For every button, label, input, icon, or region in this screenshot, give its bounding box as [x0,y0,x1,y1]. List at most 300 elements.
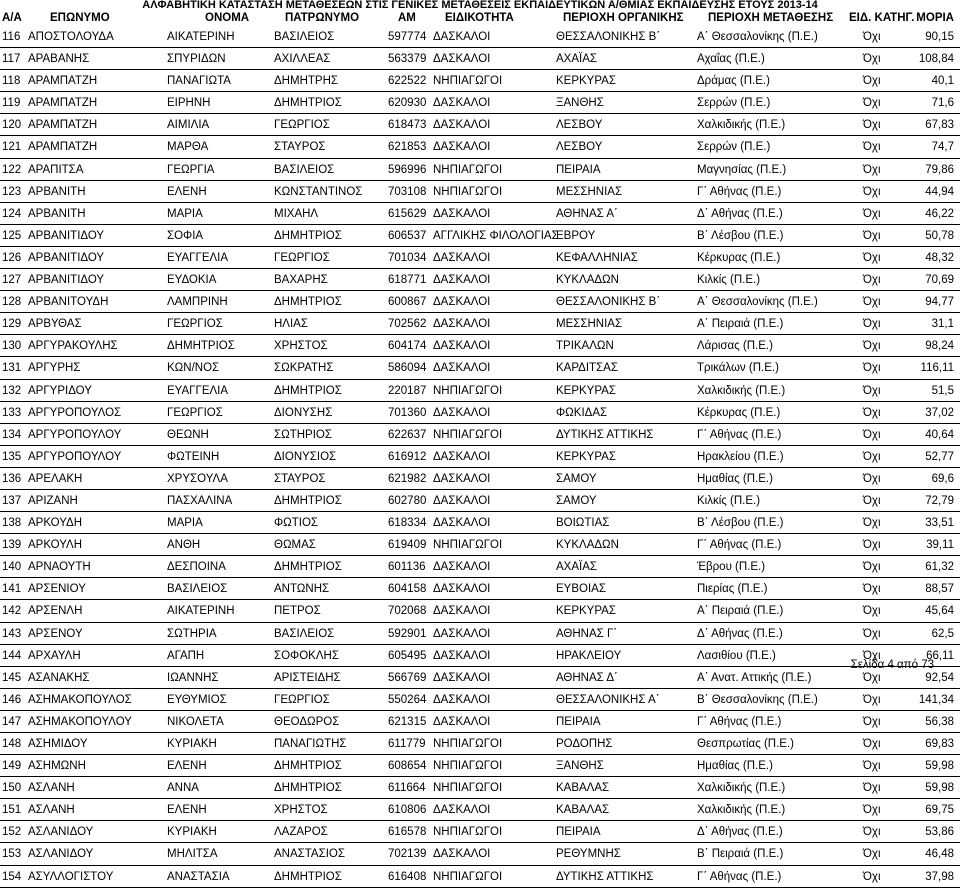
cell-perioxi-metathesis: Θεσπρωτίας (Π.Ε.) [697,738,794,750]
cell-am: 592901 [388,627,427,640]
cell-eid-kathg: Όχι [863,318,881,331]
cell-am: 702139 [388,848,427,861]
cell-perioxi-metathesis: Δράμας (Π.Ε.) [697,75,770,88]
cell-moria: 88,57 [925,583,954,596]
cell-aa: 134 [2,428,22,441]
cell-eid-kathg: Όχι [863,207,881,220]
cell-perioxi-metathesis: Α΄ Θεσσαλονίκης (Π.Ε.) [697,31,818,43]
cell-eid-kathg: Όχι [863,627,881,640]
cell-eidikotita: ΔΑΣΚΑΛΟΙ [433,671,491,684]
cell-aa: 143 [2,627,22,640]
cell-aa: 154 [2,870,22,883]
cell-perioxi-metathesis: Χαλκιδικής (Π.Ε.) [697,384,786,397]
cell-eidikotita: ΔΑΣΚΑΛΟΙ [433,605,491,618]
cell-eponymo: ΑΡΒΑΝΙΤΙΔΟΥ [28,274,105,287]
cell-eponymo: ΑΡΣΕΝΟΥ [28,627,83,640]
cell-moria: 40,64 [925,428,954,441]
cell-eponymo: ΑΡΓΥΡΟΠΟΥΛΟΥ [28,450,122,463]
cell-perioxi-organikis: ΤΡΙΚΑΛΩΝ [556,340,614,353]
cell-perioxi-organikis: ΚΑΡΔΙΤΣΑΣ [556,362,618,375]
table-row [0,203,960,225]
table-row [0,402,960,424]
cell-am: 611779 [388,738,426,750]
cell-aa: 148 [2,738,22,750]
table-row [0,247,960,269]
cell-perioxi-metathesis: Λάρισας (Π.Ε.) [697,340,773,353]
table-row [0,512,960,534]
cell-eponymo: ΑΣΗΜΩΝΗ [28,760,86,773]
cell-perioxi-organikis: ΑΧΑΪΑΣ [556,53,597,66]
cell-perioxi-organikis: ΑΘΗΝΑΣ Γ΄ [556,627,618,640]
cell-patronymo: ΔΗΜΗΤΡΗΣ [274,75,338,88]
cell-patronymo: ΔΗΜΗΤΡΙΟΣ [274,296,342,309]
cell-onoma: ΓΕΩΡΓΙΟΣ [167,318,223,331]
cell-eidikotita: ΔΑΣΚΑΛΟΙ [433,715,491,728]
cell-eid-kathg: Όχι [863,362,881,375]
cell-eidikotita: ΔΑΣΚΑΛΟΙ [433,141,491,154]
cell-eidikotita: ΔΑΣΚΑΛΟΙ [433,31,491,43]
table-row [0,313,960,335]
cell-am: 616408 [388,870,427,883]
cell-perioxi-organikis: ΡΕΘΥΜΝΗΣ [556,848,621,861]
cell-am: 605495 [388,649,427,662]
cell-patronymo: ΓΕΩΡΓΙΟΣ [274,251,330,264]
cell-eid-kathg: Όχι [863,517,881,530]
cell-perioxi-metathesis: Σερρών (Π.Ε.) [697,97,771,110]
cell-eidikotita: ΝΗΠΙΑΓΩΓΟΙ [433,738,503,750]
cell-moria: 45,64 [925,605,954,618]
cell-eponymo: ΑΡΚΟΥΛΗ [28,539,83,552]
cell-moria: 108,84 [918,53,954,66]
cell-patronymo: ΘΩΜΑΣ [274,539,316,552]
cell-moria: 59,98 [925,760,954,773]
cell-eid-kathg: Όχι [863,583,881,596]
cell-onoma: ΣΩΤΗΡΙΑ [167,627,217,640]
cell-eidikotita: ΔΑΣΚΑΛΟΙ [433,450,491,463]
cell-perioxi-metathesis: Ημαθίας (Π.Ε.) [697,472,773,485]
cell-patronymo: ΔΗΜΗΤΡΙΟΣ [274,494,342,507]
cell-eponymo: ΑΣΥΛΛΟΓΙΣΤΟΥ [28,870,114,883]
cell-am: 616578 [388,826,427,839]
cell-moria: 69,83 [925,738,954,750]
cell-perioxi-organikis: ΑΧΑΪΑΣ [556,561,597,574]
cell-eid-kathg: Όχι [863,671,881,684]
header-eidikotita: ΕΙΔΙΚΟΤΗΤΑ [445,12,514,24]
cell-perioxi-metathesis: Β΄ Λέσβου (Π.Ε.) [697,229,784,242]
table-row [0,70,960,92]
cell-onoma: ΠΑΝΑΓΙΩΤΑ [167,75,231,88]
cell-patronymo: ΦΩΤΙΟΣ [274,517,319,530]
cell-onoma: ΠΑΣΧΑΛΙΝΑ [167,494,233,507]
cell-moria: 92,54 [925,671,954,684]
table-row [0,578,960,600]
cell-eponymo: ΑΣΑΝΑΚΗΣ [28,671,90,684]
cell-am: 701034 [388,251,427,264]
cell-eponymo: ΑΡΓΥΡΟΠΟΥΛΟΣ [28,406,122,419]
document-title: ΑΛΦΑΒΗΤΙΚΗ ΚΑΤΑΣΤΑΣΗ ΜΕΤΑΘΕΣΕΩΝ ΣΤΙΣ ΓΕΝΙΚΕΣ ΜΕΤΑΘΕΣΕΙΣ ΕΚΠΑΙΔΕΥΤΙΚΩΝ Α/ΘΜΙΑΣ ΕΚΠΑΙΔΕΥΣΗΣ ΕΤΟΥΣ 2013-14 [142,0,818,10]
cell-eid-kathg: Όχι [863,340,881,353]
cell-perioxi-metathesis: Μαγνησίας (Π.Ε.) [697,163,787,176]
cell-eponymo: ΑΡΒΥΘΑΣ [28,318,82,331]
cell-eponymo: ΑΡΑΜΠΑΤΖΗ [28,97,98,110]
cell-eid-kathg: Όχι [863,472,881,485]
cell-patronymo: ΧΡΗΣΤΟΣ [274,804,328,817]
cell-eidikotita: ΔΑΣΚΑΛΟΙ [433,583,491,596]
cell-onoma: ΑΙΚΑΤΕΡΙΝΗ [167,31,235,43]
cell-am: 701360 [388,406,427,419]
cell-aa: 129 [2,318,22,331]
cell-onoma: ΓΕΩΡΓΙΑ [167,163,215,176]
cell-eidikotita: ΔΑΣΚΑΛΟΙ [433,848,491,861]
cell-am: 618473 [388,119,427,132]
cell-eid-kathg: Όχι [863,738,881,750]
cell-patronymo: ΔΗΜΗΤΡΙΟΣ [274,870,342,883]
cell-patronymo: ΠΑΝΑΓΙΩΤΗΣ [274,738,347,750]
cell-moria: 56,38 [925,715,954,728]
cell-eponymo: ΑΠΟΣΤΟΛΟΥΔΑ [28,31,114,43]
cell-am: 563379 [388,53,427,66]
cell-am: 702562 [388,318,427,331]
table-row [0,534,960,556]
cell-am: 616912 [388,450,427,463]
cell-am: 550264 [388,693,427,706]
cell-patronymo: ΚΩΝΣΤΑΝΤΙΝΟΣ [274,185,363,198]
table-row [0,181,960,203]
table-row [0,623,960,645]
table-row [0,92,960,114]
cell-eponymo: ΑΡΓΥΡΑΚΟΥΛΗΣ [28,340,118,353]
cell-eid-kathg: Όχι [863,229,881,242]
cell-am: 615629 [388,207,427,220]
cell-perioxi-metathesis: Γ΄ Αθήνας (Π.Ε.) [697,715,782,728]
cell-moria: 116,11 [920,362,954,375]
cell-moria: 33,51 [925,517,954,530]
cell-aa: 137 [2,494,22,507]
header-eponymo: ΕΠΩΝΥΜΟ [50,12,110,24]
cell-am: 602780 [388,494,427,507]
cell-eponymo: ΑΡΓΥΡΙΔΟΥ [28,384,92,397]
cell-am: 621982 [388,472,427,485]
cell-moria: 46,22 [925,207,954,220]
table-row [0,645,960,667]
cell-onoma: ΘΕΩΝΗ [167,428,209,441]
cell-eid-kathg: Όχι [863,251,881,264]
cell-onoma: ΣΟΦΙΑ [167,229,204,242]
cell-onoma: ΜΑΡΙΑ [167,517,203,530]
cell-patronymo: ΔΗΜΗΤΡΙΟΣ [274,229,342,242]
cell-onoma: ΑΙΚΑΤΕΡΙΝΗ [167,605,235,618]
cell-eidikotita: ΔΑΣΚΑΛΟΙ [433,362,491,375]
table-row [0,468,960,490]
cell-perioxi-metathesis: Αχαΐας (Π.Ε.) [697,53,765,66]
cell-moria: 31,1 [931,318,954,331]
cell-onoma: ΑΝΝΑ [167,782,199,795]
cell-perioxi-organikis: ΗΡΑΚΛΕΙΟΥ [556,649,622,662]
cell-eponymo: ΑΡΙΖΑΝΗ [28,494,78,507]
cell-patronymo: ΒΑΣΙΛΕΙΟΣ [274,627,335,640]
cell-moria: 98,24 [925,340,954,353]
cell-eidikotita: ΔΑΣΚΑΛΟΙ [433,649,491,662]
cell-eponymo: ΑΣΗΜΙΔΟΥ [28,738,88,750]
cell-eponymo: ΑΡΑΜΠΑΤΖΗ [28,141,98,154]
cell-patronymo: ΘΕΟΔΩΡΟΣ [274,715,340,728]
cell-eponymo: ΑΡΧΑΥΛΗ [28,649,81,662]
cell-perioxi-organikis: ΚΕΡΚΥΡΑΣ [556,384,616,397]
cell-eponymo: ΑΡΚΟΥΔΗ [28,517,83,530]
table-row [0,114,960,136]
cell-onoma: ΛΑΜΠΡΙΝΗ [167,296,228,309]
cell-aa: 127 [2,274,22,287]
cell-eidikotita: ΔΑΣΚΑΛΟΙ [433,517,491,530]
cell-eidikotita: ΔΑΣΚΑΛΟΙ [433,119,491,132]
cell-am: 596996 [388,163,427,176]
table-row [0,556,960,578]
cell-eponymo: ΑΡΒΑΝΙΤΗ [28,185,86,198]
cell-eid-kathg: Όχι [863,119,881,132]
cell-perioxi-metathesis: Γ΄ Αθήνας (Π.Ε.) [697,870,782,883]
cell-perioxi-organikis: ΞΑΝΘΗΣ [556,97,604,110]
cell-patronymo: ΔΗΜΗΤΡΙΟΣ [274,561,342,574]
cell-onoma: ΑΝΘΗ [167,539,201,552]
cell-perioxi-organikis: ΚΕΡΚΥΡΑΣ [556,605,616,618]
cell-onoma: ΑΓΑΠΗ [167,649,205,662]
table-row [0,733,960,755]
cell-perioxi-metathesis: Χαλκιδικής (Π.Ε.) [697,119,786,132]
cell-am: 622522 [388,75,427,88]
cell-eid-kathg: Όχι [863,274,881,287]
cell-eid-kathg: Όχι [863,782,881,795]
cell-moria: 66,11 [926,649,954,662]
cell-moria: 90,15 [925,31,954,43]
table-row [0,225,960,247]
cell-eponymo: ΑΡΒΑΝΙΤΗ [28,207,86,220]
cell-moria: 59,98 [925,782,954,795]
cell-aa: 153 [2,848,22,861]
cell-perioxi-organikis: ΞΑΝΘΗΣ [556,760,604,773]
cell-moria: 94,77 [925,296,954,309]
table-row [0,667,960,689]
cell-aa: 132 [2,384,22,397]
cell-eidikotita: ΔΑΣΚΑΛΟΙ [433,296,491,309]
cell-patronymo: ΜΙΧΑΗΛ [274,207,319,220]
cell-perioxi-metathesis: Έβρου (Π.Ε.) [697,561,766,574]
cell-am: 618334 [388,517,427,530]
cell-moria: 61,32 [925,561,954,574]
cell-eidikotita: ΝΗΠΙΑΓΩΓΟΙ [433,163,503,176]
cell-eponymo: ΑΣΛΑΝΗ [28,782,75,795]
cell-aa: 145 [2,671,22,684]
table-row [0,689,960,711]
cell-perioxi-organikis: ΦΩΚΙΔΑΣ [556,406,608,419]
cell-eidikotita: ΝΗΠΙΑΓΩΓΟΙ [433,428,503,441]
cell-aa: 152 [2,826,22,839]
cell-perioxi-metathesis: Πιερίας (Π.Ε.) [697,583,768,596]
cell-eid-kathg: Όχι [863,53,881,66]
cell-perioxi-organikis: ΣΑΜΟΥ [556,472,597,485]
cell-perioxi-organikis: ΚΕΡΚΥΡΑΣ [556,75,616,88]
cell-aa: 141 [2,583,22,596]
cell-patronymo: ΑΝΑΣΤΑΣΙΟΣ [274,848,345,861]
cell-aa: 140 [2,561,22,574]
cell-patronymo: ΣΩΚΡΑΤΗΣ [274,362,334,375]
cell-perioxi-organikis: ΔΥΤΙΚΗΣ ΑΤΤΙΚΗΣ [556,870,654,883]
cell-onoma: ΝΙΚΟΛΕΤΑ [167,715,224,728]
cell-eidikotita: ΔΑΣΚΑΛΟΙ [433,318,491,331]
cell-eid-kathg: Όχι [863,141,881,154]
cell-eid-kathg: Όχι [863,185,881,198]
cell-perioxi-organikis: ΛΕΣΒΟΥ [556,119,603,132]
header-am: ΑΜ [398,12,416,24]
cell-patronymo: ΗΛΙΑΣ [274,318,308,331]
cell-aa: 135 [2,450,22,463]
table-row [0,446,960,468]
cell-onoma: ΜΑΡΘΑ [167,141,209,154]
cell-eid-kathg: Όχι [863,826,881,839]
cell-eid-kathg: Όχι [863,450,881,463]
cell-perioxi-metathesis: Β΄ Λέσβου (Π.Ε.) [697,517,784,530]
cell-am: 566769 [388,671,427,684]
cell-moria: 37,02 [925,406,954,419]
cell-aa: 124 [2,207,22,220]
cell-eidikotita: ΔΑΣΚΑΛΟΙ [433,561,491,574]
cell-eid-kathg: Όχι [863,75,881,88]
header-patronymo: ΠΑΤΡΩΝΥΜΟ [285,12,360,24]
cell-eidikotita: ΔΑΣΚΑΛΟΙ [433,274,491,287]
cell-perioxi-organikis: ΑΘΗΝΑΣ Α΄ [556,207,618,220]
cell-onoma: ΕΛΕΝΗ [167,185,207,198]
cell-eponymo: ΑΡΑΠΙΤΣΑ [28,163,84,176]
cell-patronymo: ΣΩΤΗΡΙΟΣ [274,428,332,441]
cell-moria: 40,1 [931,75,954,88]
cell-perioxi-metathesis: Λασιθίου (Π.Ε.) [697,649,776,662]
header-perioxi-metathesis: ΠΕΡΙΟΧΗ ΜΕΤΑΘΕΣΗΣ [708,12,834,24]
cell-am: 618771 [388,274,427,287]
cell-eponymo: ΑΣΛΑΝΙΔΟΥ [28,826,94,839]
cell-onoma: ΕΥΑΓΓΕΛΙΑ [167,251,229,264]
cell-am: 604174 [388,340,427,353]
cell-perioxi-organikis: ΔΥΤΙΚΗΣ ΑΤΤΙΚΗΣ [556,428,654,441]
cell-patronymo: ΔΗΜΗΤΡΙΟΣ [274,782,342,795]
cell-perioxi-organikis: ΑΘΗΝΑΣ Δ΄ [556,671,618,684]
cell-patronymo: ΒΑΣΙΛΕΙΟΣ [274,163,335,176]
cell-perioxi-organikis: ΡΟΔΟΠΗΣ [556,738,613,750]
cell-perioxi-metathesis: Γ΄ Αθήνας (Π.Ε.) [697,428,782,441]
cell-aa: 123 [2,185,22,198]
cell-aa: 119 [2,97,21,110]
cell-moria: 46,48 [925,848,954,861]
cell-eponymo: ΑΡΓΥΡΟΠΟΥΛΟΥ [28,428,122,441]
cell-perioxi-metathesis: Β΄ Πειραιά (Π.Ε.) [697,848,784,861]
cell-eidikotita: ΔΑΣΚΑΛΟΙ [433,494,491,507]
cell-eid-kathg: Όχι [863,384,881,397]
cell-patronymo: ΔΗΜΗΤΡΙΟΣ [274,384,342,397]
cell-am: 610806 [388,804,427,817]
cell-am: 621315 [388,715,427,728]
cell-moria: 50,78 [925,229,954,242]
cell-eid-kathg: Όχι [863,715,881,728]
cell-perioxi-organikis: ΘΕΣΣΑΛΟΝΙΚΗΣ Β΄ [556,296,661,309]
cell-patronymo: ΑΧΙΛΛΕΑΣ [274,53,331,66]
cell-moria: 44,94 [925,185,954,198]
cell-aa: 121 [2,141,22,154]
cell-eid-kathg: Όχι [863,804,881,817]
cell-perioxi-metathesis: Α΄ Πειραιά (Π.Ε.) [697,605,784,618]
cell-eponymo: ΑΡΝΑΟΥΤΗ [28,561,91,574]
cell-perioxi-metathesis: Δ΄ Αθήνας (Π.Ε.) [697,207,783,220]
cell-perioxi-organikis: ΜΕΣΣΗΝΙΑΣ [556,185,623,198]
page-number: Σελίδα 4 από 73 [850,659,934,671]
cell-patronymo: ΛΑΖΑΡΟΣ [274,826,328,839]
cell-patronymo: ΧΡΗΣΤΟΣ [274,340,328,353]
cell-onoma: ΜΑΡΙΑ [167,207,203,220]
cell-eponymo: ΑΡΒΑΝΙΤΙΔΟΥ [28,251,105,264]
cell-patronymo: ΔΙΟΝΥΣΗΣ [274,406,333,419]
cell-perioxi-organikis: ΘΕΣΣΑΛΟΝΙΚΗΣ Α΄ [556,693,660,706]
cell-moria: 53,86 [925,826,954,839]
cell-moria: 141,34 [918,693,954,706]
cell-am: 597774 [388,31,427,43]
cell-moria: 69,75 [925,804,954,817]
cell-perioxi-organikis: ΜΕΣΣΗΝΙΑΣ [556,318,623,331]
cell-perioxi-organikis: ΚΥΚΛΑΔΩΝ [556,274,619,287]
cell-eidikotita: ΔΑΣΚΑΛΟΙ [433,472,491,485]
table-row [0,866,960,888]
cell-perioxi-organikis: ΚΥΚΛΑΔΩΝ [556,539,619,552]
cell-onoma: ΔΕΣΠΟΙΝΑ [167,561,226,574]
cell-eidikotita: ΔΑΣΚΑΛΟΙ [433,53,491,66]
cell-eid-kathg: Όχι [863,31,881,43]
cell-patronymo: ΓΕΩΡΓΙΟΣ [274,693,330,706]
table-row [0,48,960,70]
cell-eponymo: ΑΣΗΜΑΚΟΠΟΥΛΟΣ [28,693,132,706]
cell-perioxi-metathesis: Α΄ Ανατ. Αττικής (Π.Ε.) [697,671,812,684]
cell-eponymo: ΑΡΓΥΡΗΣ [28,362,81,375]
cell-perioxi-metathesis: Ηρακλείου (Π.Ε.) [697,450,784,463]
cell-eid-kathg: Όχι [863,539,881,552]
table-row [0,843,960,865]
cell-eponymo: ΑΡΣΕΝΛΗ [28,605,83,618]
table-row [0,711,960,733]
cell-am: 702068 [388,605,427,618]
cell-eidikotita: ΝΗΠΙΑΓΩΓΟΙ [433,539,503,552]
cell-eid-kathg: Όχι [863,605,881,618]
cell-moria: 51,5 [931,384,954,397]
cell-perioxi-organikis: ΘΕΣΣΑΛΟΝΙΚΗΣ Β΄ [556,31,661,43]
cell-perioxi-metathesis: Γ΄ Αθήνας (Π.Ε.) [697,185,782,198]
table-row [0,600,960,622]
cell-perioxi-organikis: ΠΕΙΡΑΙΑ [556,715,601,728]
cell-patronymo: ΒΑΧΑΡΗΣ [274,274,328,287]
table-row [0,821,960,843]
cell-eponymo: ΑΡΑΜΠΑΤΖΗ [28,75,98,88]
cell-aa: 133 [2,406,22,419]
cell-eidikotita: ΝΗΠΙΑΓΩΓΟΙ [433,760,503,773]
cell-am: 608654 [388,760,427,773]
cell-perioxi-metathesis: Κιλκίς (Π.Ε.) [697,494,761,507]
cell-eponymo: ΑΣΛΑΝΙΔΟΥ [28,848,94,861]
cell-onoma: ΕΥΔΟΚΙΑ [167,274,217,287]
cell-aa: 139 [2,539,22,552]
header-moria: ΜΟΡΙΑ [916,12,954,24]
cell-moria: 67,83 [925,119,954,132]
cell-moria: 52,77 [925,450,954,463]
cell-eidikotita: ΔΑΣΚΑΛΟΙ [433,340,491,353]
cell-perioxi-metathesis: Σερρών (Π.Ε.) [697,141,771,154]
cell-perioxi-organikis: ΚΕΦΑΛΛΗΝΙΑΣ [556,251,638,264]
cell-am: 703108 [388,185,427,198]
cell-onoma: ΕΛΕΝΗ [167,760,207,773]
cell-perioxi-metathesis: Κέρκυρας (Π.Ε.) [697,251,781,264]
